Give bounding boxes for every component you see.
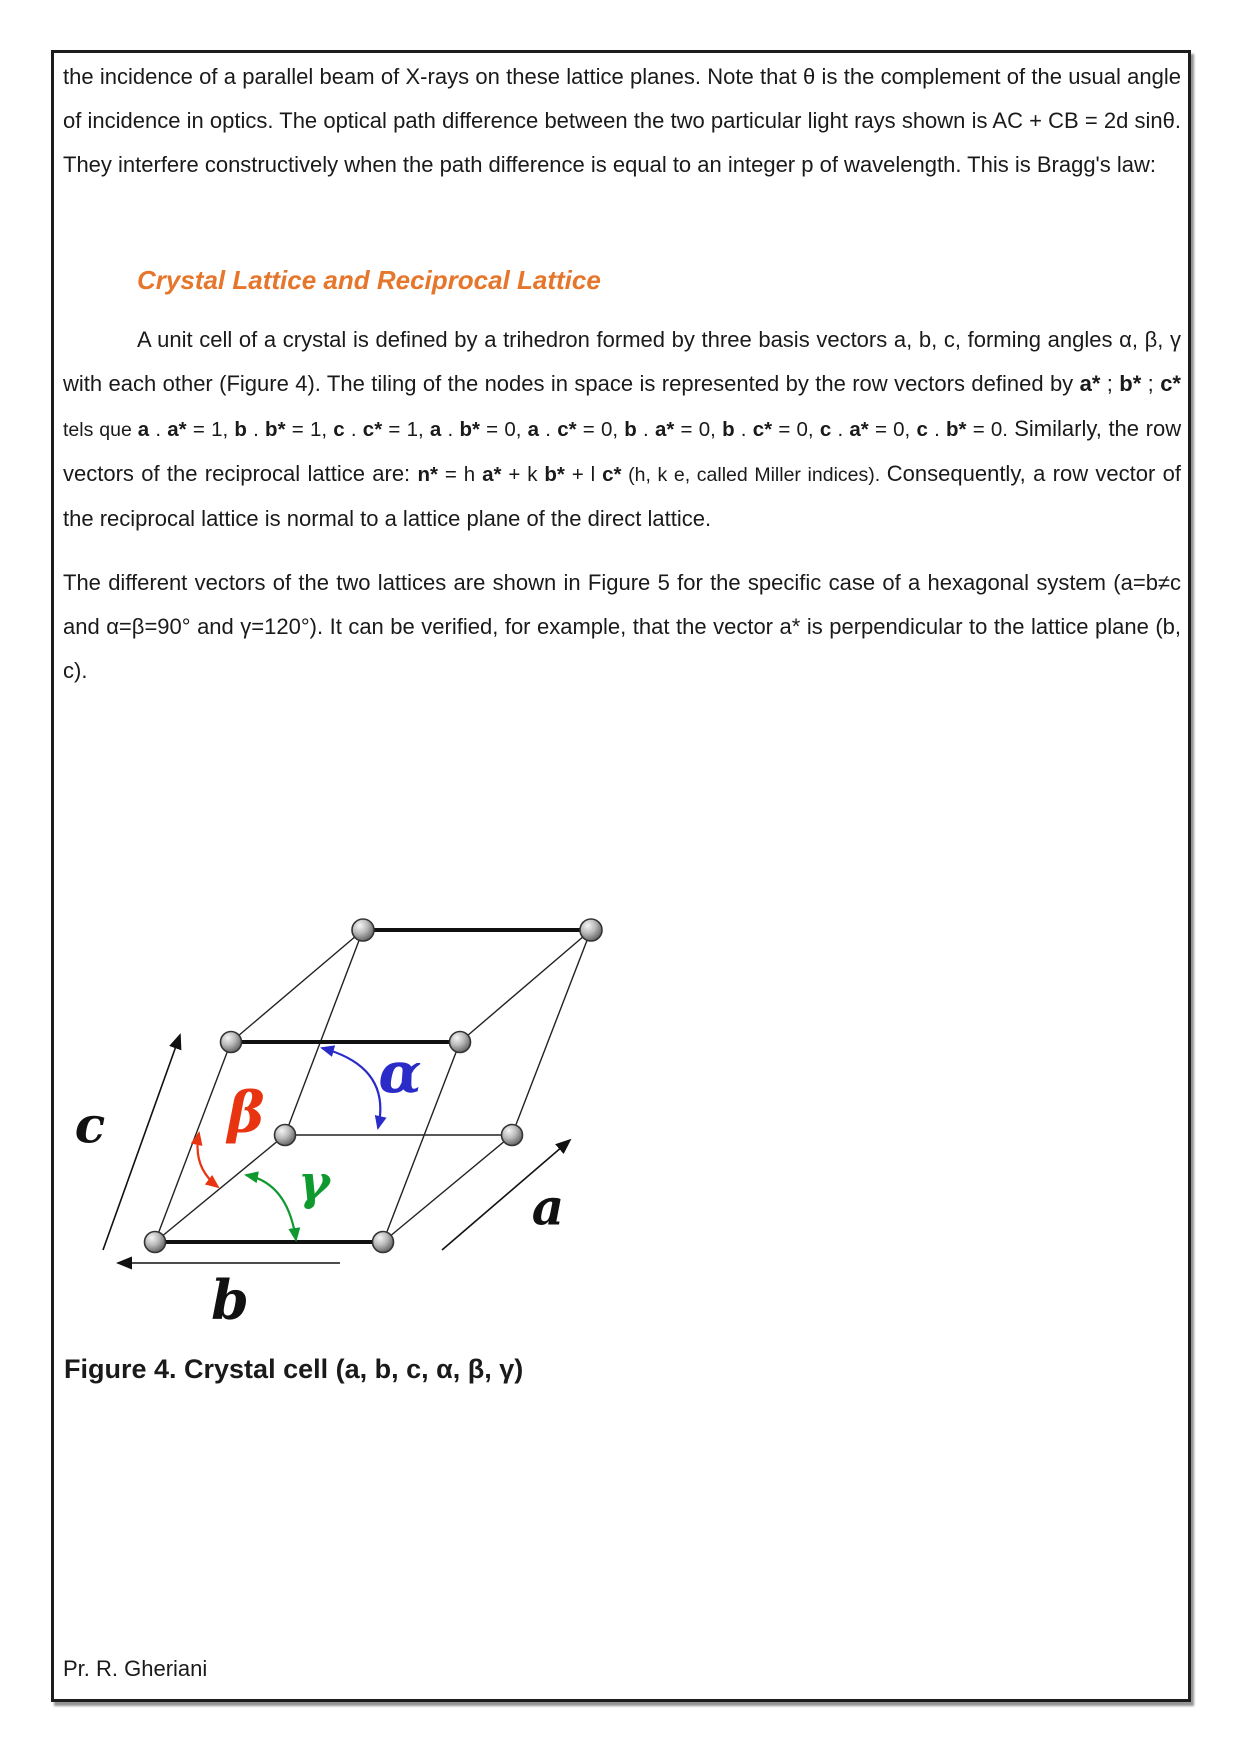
document-page xyxy=(51,50,1191,1702)
lattice-node xyxy=(352,919,374,941)
body-paragraph-2: A unit cell of a crystal is defined by a trihedron formed by three basis vectors a, b, c, forming angles α, β, γ with each other (Figure 4). The tiling of the nodes in space is represented by the row vectors defined by a* ; b* ; c* tels que a . a* = 1, b . b* = 1, c . c* = 1, a . b* = 0, a . c* = 0, b . a* = 0, b . c* = 0, c . a* = 0, c . b* = 0. Similarly, the row vectors of the reciprocal lattice are: n* = h a* + k b* + l c* (h, k e, called Miller indices). Consequently, a row vector of the reciprocal lattice is normal to a lattice plane of the direct lattice. xyxy=(63,327,1182,531)
crystal-cell-figure xyxy=(60,795,630,1335)
angle-label-alpha: α xyxy=(378,1040,422,1106)
axis-label-c: c xyxy=(74,1095,106,1155)
lattice-node xyxy=(221,1032,242,1053)
lattice-node xyxy=(450,1032,471,1053)
section-heading: Crystal Lattice and Reciprocal Lattice xyxy=(137,265,601,295)
unit-cell-edges xyxy=(155,930,591,1242)
angle-label-gamma: γ xyxy=(298,1155,330,1211)
lattice-node xyxy=(275,1125,296,1146)
angle-arc-alpha xyxy=(322,1048,380,1128)
axis-arrow-c xyxy=(103,1035,180,1250)
lattice-node xyxy=(145,1232,166,1253)
figure-caption: Figure 4. Crystal cell (a, b, c, α, β, γ) xyxy=(64,1354,524,1384)
angle-label-beta: β xyxy=(227,1080,265,1146)
body-paragraph-1: the incidence of a parallel beam of X-rays on these lattice planes. Note that θ is the complement of the usual angle of incidence in optics. The optical path difference between the two particular light rays shown is AC + CB = 2d sinθ. They interfere constructively when the path difference is equal to an integer p of wavelength. This is Bragg's law: xyxy=(63,64,1181,177)
author-footer: Pr. R. Gheriani xyxy=(63,1656,208,1681)
lattice-node xyxy=(373,1232,394,1253)
lattice-node xyxy=(502,1125,523,1146)
body-paragraph-3: The different vectors of the two lattices are shown in Figure 5 for the specific case of a hexagonal system (a=b≠c and α=β=90° and γ=120°). It can be verified, for example, that the vector a* is perpendicular to the lattice plane (b, c). xyxy=(63,570,1181,683)
axis-label-b: b xyxy=(211,1268,249,1332)
lattice-node xyxy=(580,919,602,941)
angle-arc-beta xyxy=(198,1133,218,1187)
axis-label-a: a xyxy=(531,1177,565,1237)
angle-arc-gamma xyxy=(246,1175,296,1240)
